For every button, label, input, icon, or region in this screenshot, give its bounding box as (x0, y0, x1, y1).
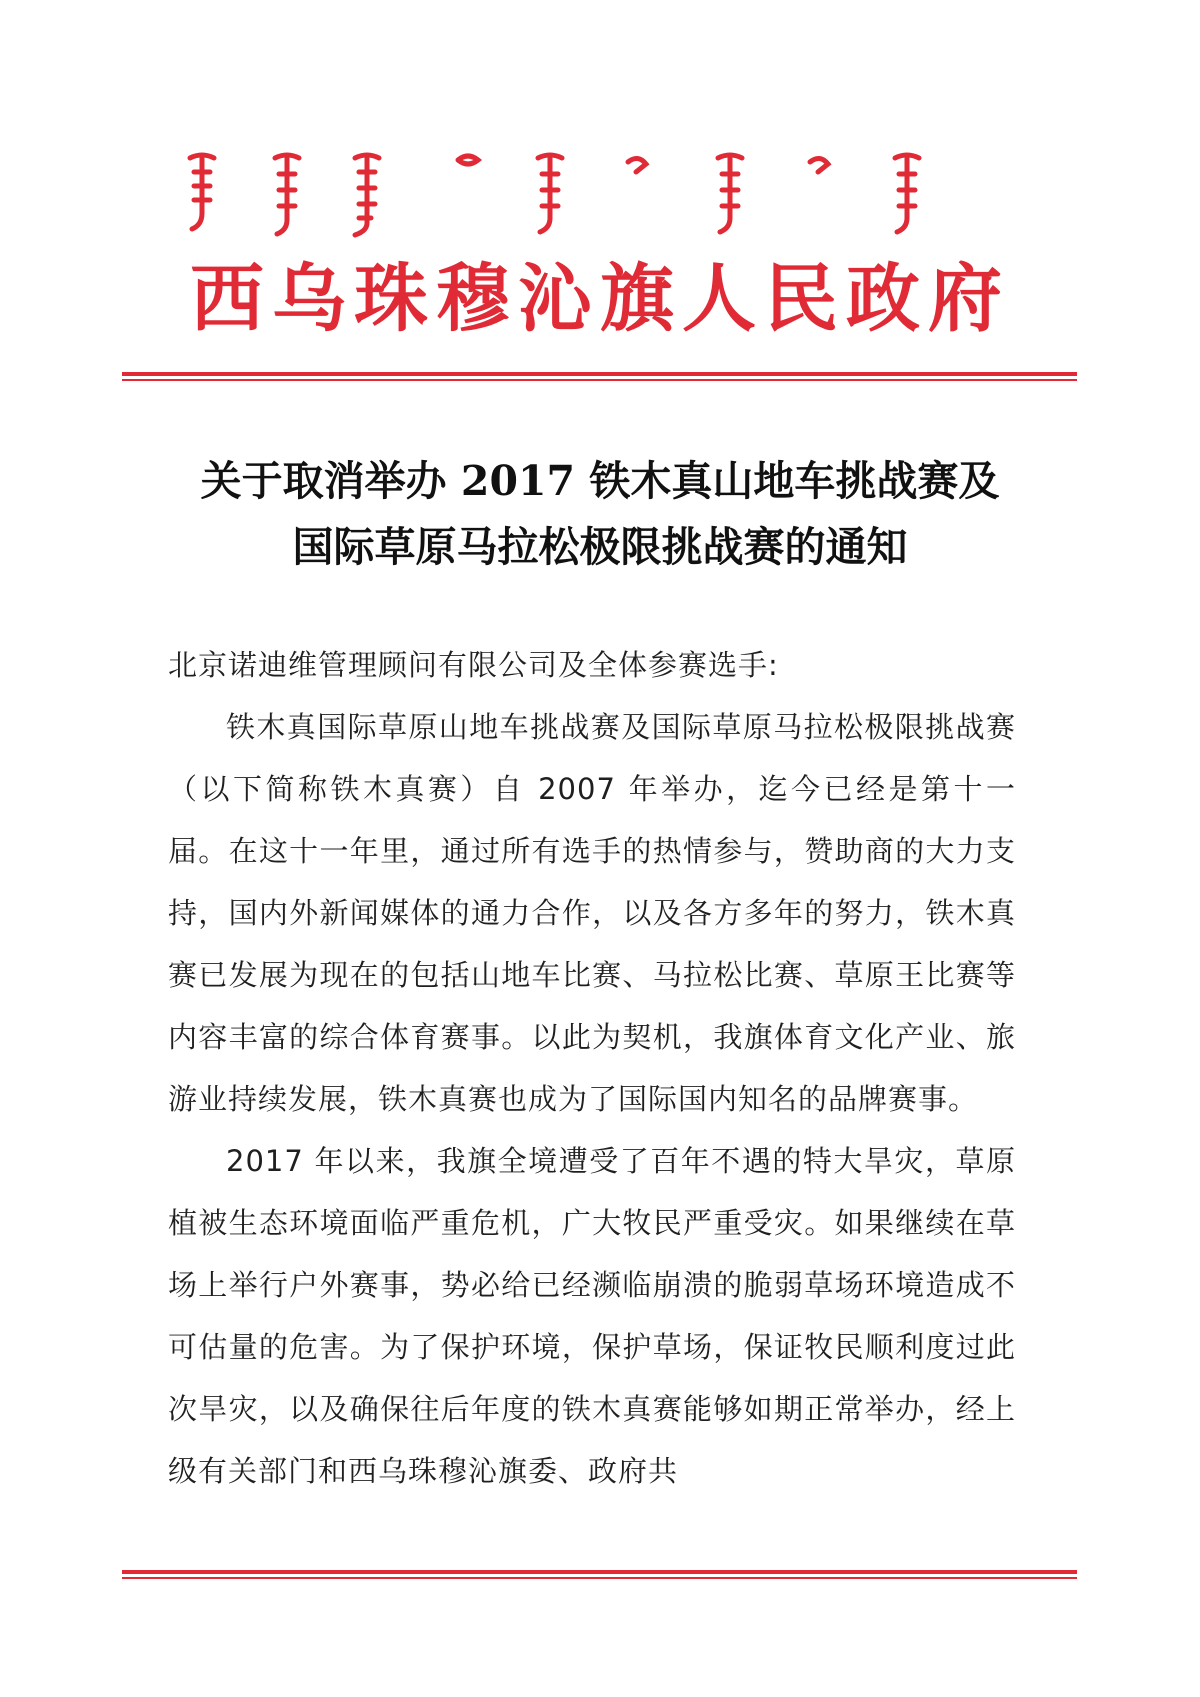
body-paragraph-2: 2017 年以来，我旗全境遭受了百年不遇的特大旱灾，草原植被生态环境面临严重危机，广大牧民严重受灾。如果继续在草场上举行户外赛事，势必给已经濒临崩溃的脆弱草场环境造成不可估量的危害。为了保护环境，保护草场，保证牧民顺利度过此次旱灾，以及确保往后年度的铁木真赛能够如期正常举办，经上级有关部门和西乌珠穆沁旗委、政府共 (168, 1144, 1016, 1488)
header-rule-thick (122, 372, 1077, 376)
government-name: 西乌珠穆沁旗人民政府 (190, 256, 1010, 342)
document-body (168, 634, 1016, 1502)
addressee: 北京诺迪维管理顾问有限公司及全体参赛选手: (168, 648, 779, 682)
body-paragraph-1: 铁木真国际草原山地车挑战赛及国际草原马拉松极限挑战赛（以下简称铁木真赛）自 2007 年举办，迄今已经是第十一届。在这十一年里，通过所有选手的热情参与，赞助商的大力支持，国内外新闻媒体的通力合作，以及各方多年的努力，铁木真赛已发展为现在的包括山地车比赛、马拉松比赛、草原王比赛等内容丰富的综合体育赛事。以此为契机，我旗体育文化产业、旅游业持续发展，铁木真赛也成为了国际国内知名的品牌赛事。 (168, 710, 1016, 1116)
mongolian-letterhead (180, 150, 1020, 240)
header-rule-thin (122, 379, 1077, 381)
document-title (0, 448, 1200, 580)
document-title-line-1: 关于取消举办 2017 铁木真山地车挑战赛及 (200, 457, 1000, 505)
mongolian-script-logo (180, 150, 1020, 240)
footer-red-rule (122, 1570, 1077, 1579)
footer-rule-thin (122, 1577, 1077, 1579)
document-title-line-2: 国际草原马拉松极限挑战赛的通知 (292, 523, 908, 571)
header-red-rule (122, 372, 1077, 381)
footer-rule-thick (122, 1570, 1077, 1574)
